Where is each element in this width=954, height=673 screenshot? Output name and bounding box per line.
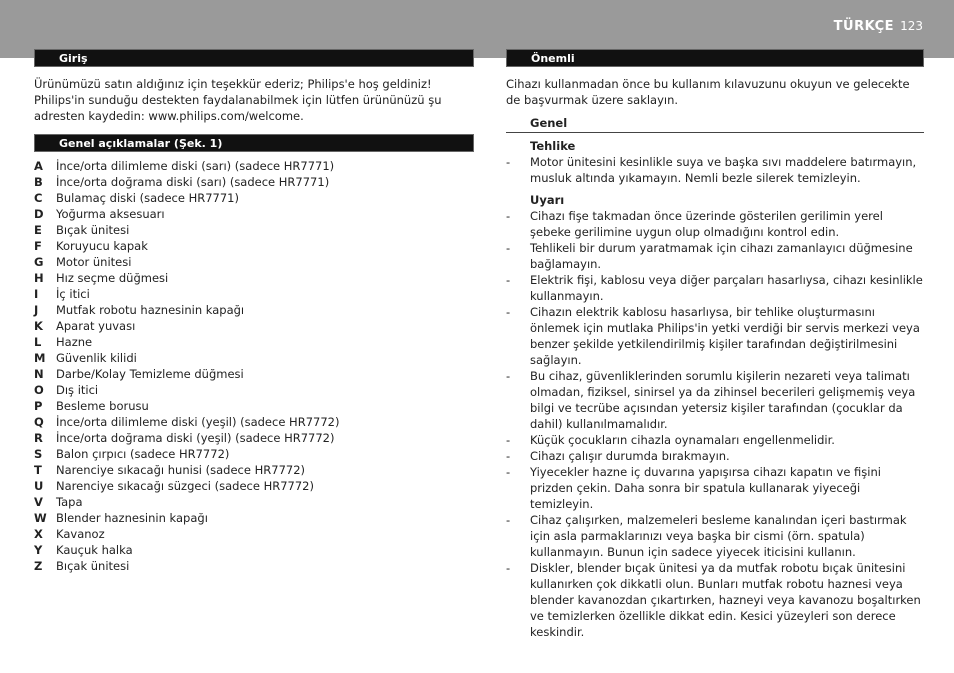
part-description: İnce/orta doğrama diski (yeşil) (sadece HR7772) <box>56 431 335 445</box>
important-text: Cihazı kullanmadan önce bu kullanım kılavuzunu okuyun ve gelecekte de başvurmak üzere saklayın. <box>506 77 910 107</box>
parts-list-item <box>34 510 474 526</box>
part-letter: J <box>34 303 39 317</box>
intro-heading: Giriş <box>34 49 474 67</box>
bullet-item <box>506 272 924 304</box>
part-description: Bulamaç diski (sadece HR7771) <box>56 191 239 205</box>
part-description: Kavanoz <box>56 527 105 541</box>
part-letter: G <box>34 255 44 269</box>
part-description: Narenciye sıkacağı süzgeci (sadece HR7772) <box>56 479 314 493</box>
bullet-dash: - <box>506 449 511 463</box>
part-description: Güvenlik kilidi <box>56 351 137 365</box>
bullet-text: Motor ünitesini kesinlikle suya ve başka sıvı maddelere batırmayın, musluk altında yıkamayın. Nemli bezle silerek temizleyin. <box>530 155 917 185</box>
bullet-dash: - <box>506 305 511 319</box>
bullet-item <box>506 448 924 464</box>
part-letter: M <box>34 351 46 365</box>
parts-list-item <box>34 366 474 382</box>
parts-list-item <box>34 318 474 334</box>
parts-list-item <box>34 526 474 542</box>
parts-list-item <box>34 414 474 430</box>
part-description: Hız seçme düğmesi <box>56 271 169 285</box>
part-description: Bıçak ünitesi <box>56 559 130 573</box>
part-letter: W <box>34 511 47 525</box>
part-description: Tapa <box>56 495 83 509</box>
part-description: Aparat yuvası <box>56 319 136 333</box>
bullet-item <box>506 432 924 448</box>
parts-list-item <box>34 286 474 302</box>
part-letter: X <box>34 527 43 541</box>
part-letter: V <box>34 495 43 509</box>
part-letter: F <box>34 239 42 253</box>
part-letter: O <box>34 383 44 397</box>
part-letter: E <box>34 223 42 237</box>
bullet-item <box>506 560 924 640</box>
parts-list-item <box>34 334 474 350</box>
part-letter: B <box>34 175 43 189</box>
part-description: Bıçak ünitesi <box>56 223 130 237</box>
parts-list-item <box>34 174 474 190</box>
bullet-dash: - <box>506 209 511 223</box>
part-letter: P <box>34 399 43 413</box>
part-description: Mutfak robotu haznesinin kapağı <box>56 303 245 317</box>
bullet-text: Cihazın elektrik kablosu hasarlıysa, bir tehlike oluşturmasını önlemek için mutlaka Philips'in yetki verdiği bir servis merkezi veya benzer şekilde yetkilendirilmiş kişiler tarafından değiştirilmesini sağlayın. <box>530 305 920 367</box>
bullet-text: Bu cihaz, güvenliklerinden sorumlu kişilerin nezareti veya talimatı olmadan, fiziksel, sinirsel ya da zihinsel becerileri gelişmemiş veya bilgi ve tecrübe açısından yetersiz kişiler tarafından (çocuklar da dahil) kullanılmamalıdır. <box>530 369 916 431</box>
language-label: TÜRKÇE <box>833 19 894 34</box>
part-letter: Q <box>34 415 44 429</box>
danger-heading: Tehlike <box>530 139 576 153</box>
part-letter: D <box>34 207 44 221</box>
part-letter: I <box>34 287 39 301</box>
right-column <box>506 49 924 640</box>
part-letter: H <box>34 271 44 285</box>
part-letter: S <box>34 447 43 461</box>
part-letter: U <box>34 479 44 493</box>
parts-list-item <box>34 350 474 366</box>
parts-list-item <box>34 462 474 478</box>
left-column <box>34 49 474 574</box>
part-description: Yoğurma aksesuarı <box>56 207 165 221</box>
warning-list <box>506 208 924 640</box>
parts-list <box>34 158 474 574</box>
part-description: İnce/orta doğrama diski (sarı) (sadece HR7771) <box>56 175 330 189</box>
part-description: Besleme borusu <box>56 399 149 413</box>
part-letter: R <box>34 431 43 445</box>
part-description: Narenciye sıkacağı hunisi (sadece HR7772) <box>56 463 306 477</box>
bullet-item <box>506 464 924 512</box>
part-description: Balon çırpıcı (sadece HR7772) <box>56 447 230 461</box>
parts-list-item <box>34 494 474 510</box>
bullet-text: Küçük çocukların cihazla oynamaları engellenmelidir. <box>530 433 835 447</box>
bullet-dash: - <box>506 513 511 527</box>
part-letter: T <box>34 463 42 477</box>
bullet-item <box>506 240 924 272</box>
part-description: Kauçuk halka <box>56 543 133 557</box>
bullet-dash: - <box>506 561 511 575</box>
bullet-item <box>506 154 924 186</box>
page-number: 123 <box>900 19 923 33</box>
parts-list-item <box>34 222 474 238</box>
part-description: Blender haznesinin kapağı <box>56 511 208 525</box>
part-description: İnce/orta dilimleme diski (yeşil) (sadece HR7772) <box>56 415 340 429</box>
parts-list-item <box>34 542 474 558</box>
part-letter: L <box>34 335 42 349</box>
bullet-text: Cihazı fişe takmadan önce üzerinde gösterilen gerilimin yerel şebeke gerilimine uygun olup olmadığını kontrol edin. <box>530 209 883 239</box>
part-description: Hazne <box>56 335 93 349</box>
parts-list-item <box>34 158 474 174</box>
part-letter: Y <box>34 543 43 557</box>
part-letter: C <box>34 191 43 205</box>
bullet-item <box>506 368 924 432</box>
part-description: İnce/orta dilimleme diski (sarı) (sadece HR7771) <box>56 159 335 173</box>
parts-list-item <box>34 254 474 270</box>
bullet-item <box>506 512 924 560</box>
parts-list-item <box>34 190 474 206</box>
bullet-dash: - <box>506 465 511 479</box>
intro-text: Ürünümüzü satın aldığınız için teşekkür ederiz; Philips'e hoş geldiniz! Philips'in sunduğu destekten faydalanabilmek için lütfen ürününüzü şu adresten kaydedin: www.philips.com/welcome. <box>34 77 442 123</box>
general-description-heading: Genel açıklamalar (Şek. 1) <box>34 134 474 152</box>
bullet-text: Cihaz çalışırken, malzemeleri besleme kanalından içeri bastırmak için asla parmaklarınızı veya başka bir cismi (örn. spatula) kullanmayın. Bunun için sadece yiyecek iticisini kullanın. <box>530 513 907 559</box>
part-letter: K <box>34 319 43 333</box>
parts-list-item <box>34 302 474 318</box>
bullet-text: Tehlikeli bir durum yaratmamak için cihazı zamanlayıcı düğmesine bağlamayın. <box>530 241 913 271</box>
bullet-dash: - <box>506 241 511 255</box>
bullet-dash: - <box>506 273 511 287</box>
bullet-item <box>506 304 924 368</box>
important-heading: Önemli <box>506 49 924 67</box>
bullet-text: Diskler, blender bıçak ünitesi ya da mutfak robotu bıçak ünitesini kullanırken çok dikkatli olun. Bunları mutfak robotu haznesi veya blender kavanozdan çıkartırken, hazneyi veya kavanozu boşaltırken ve temizlerken özellikle dikkat edin. Kesici yüzeyleri son derece keskindir. <box>530 561 921 639</box>
part-description: Motor ünitesi <box>56 255 132 269</box>
part-letter: N <box>34 367 44 381</box>
parts-list-item <box>34 206 474 222</box>
parts-list-item <box>34 446 474 462</box>
part-letter: Z <box>34 559 43 573</box>
bullet-item <box>506 208 924 240</box>
bullet-text: Elektrik fişi, kablosu veya diğer parçaları hasarlıysa, cihazı kesinlikle kullanmayın. <box>530 273 923 303</box>
danger-list <box>506 154 924 186</box>
parts-list-item <box>34 558 474 574</box>
warning-heading: Uyarı <box>530 193 565 207</box>
part-description: İç itici <box>56 287 90 301</box>
parts-list-item <box>34 430 474 446</box>
bullet-dash: - <box>506 433 511 447</box>
parts-list-item <box>34 382 474 398</box>
bullet-dash: - <box>506 155 511 169</box>
bullet-text: Yiyecekler hazne iç duvarına yapışırsa cihazı kapatın ve fişini prizden çekin. Daha sonra bir spatula kullanarak yiyeceği temizleyin. <box>530 465 881 511</box>
bullet-dash: - <box>506 369 511 383</box>
bullet-text: Cihazı çalışır durumda bırakmayın. <box>530 449 730 463</box>
part-letter: A <box>34 159 43 173</box>
parts-list-item <box>34 478 474 494</box>
part-description: Koruyucu kapak <box>56 239 148 253</box>
part-description: Dış itici <box>56 383 99 397</box>
part-description: Darbe/Kolay Temizleme düğmesi <box>56 367 244 381</box>
general-subheading: Genel <box>506 115 924 133</box>
parts-list-item <box>34 398 474 414</box>
parts-list-item <box>34 238 474 254</box>
parts-list-item <box>34 270 474 286</box>
